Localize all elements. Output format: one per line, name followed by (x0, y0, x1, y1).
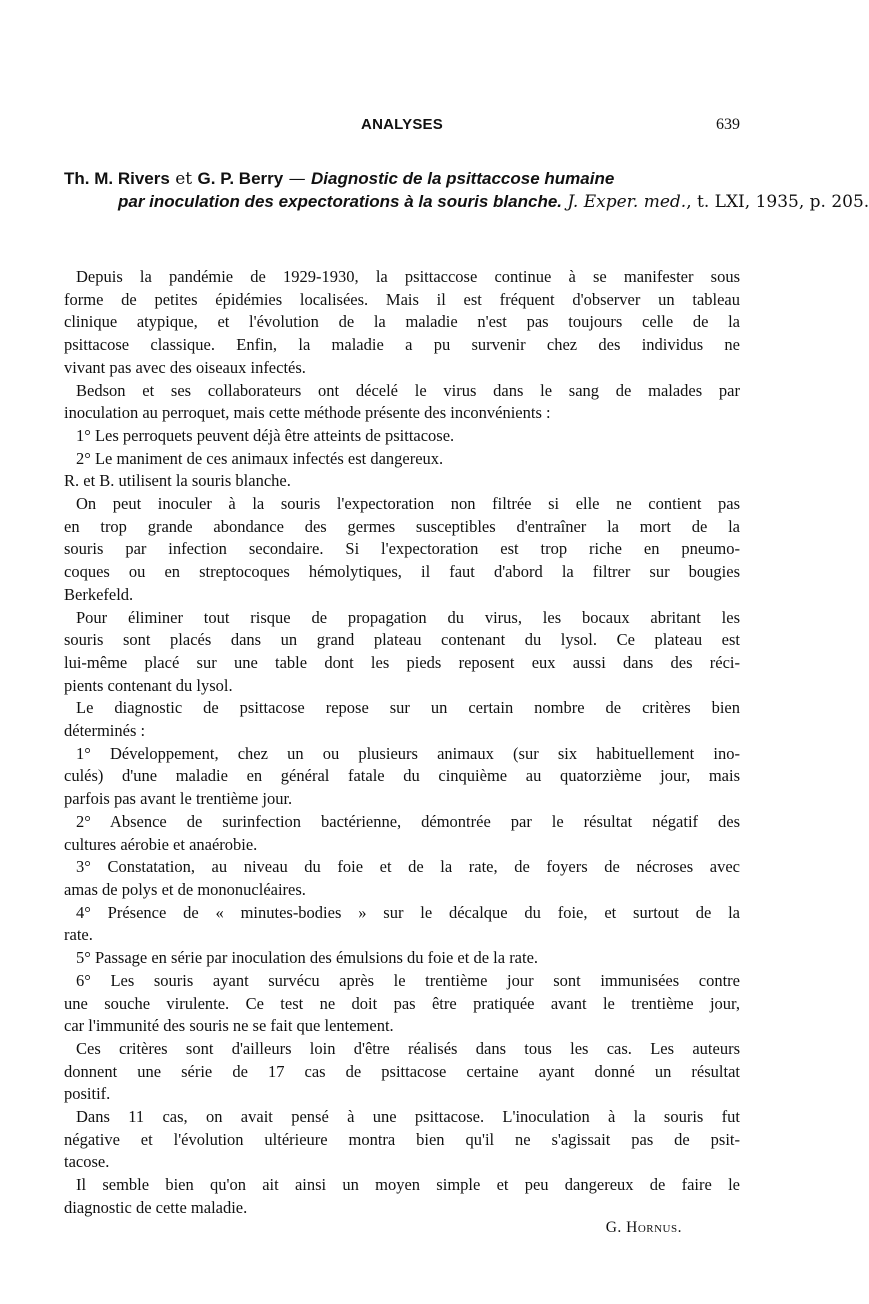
body-line: négative et l'évolution ultérieure montra bien qu'il ne s'agissait pas de psit- (64, 1129, 740, 1149)
citation (64, 168, 869, 213)
citation-dash: — (288, 169, 306, 189)
body-line: tacose. (64, 1152, 110, 1172)
body-line: positif. (64, 1084, 111, 1104)
body-line: souris par infection secondaire. Si l'expectoration est trop riche en pneumo- (64, 539, 740, 559)
body-line: 5° Passage en série par inoculation des émulsions du foie et de la rate. (76, 948, 539, 968)
author-2: G. P. Berry (197, 169, 284, 188)
article-title-part-1: Diagnostic de la psittaccose humaine (311, 169, 615, 188)
signature-name: Hornus. (626, 1219, 682, 1236)
body-line: coques ou en streptocoques hémolytiques, il faut d'abord la filtrer sur bougies (64, 562, 740, 582)
author-signature (606, 1219, 682, 1237)
body-line: car l'immunité des souris ne se fait que lentement. (64, 1016, 394, 1036)
body-line: 6° Les souris ayant survécu après le trentième jour sont immunisées contre (76, 970, 740, 990)
volume-info: , t. LXI, 1935, p. 205. (686, 191, 869, 212)
signature-initial: G. (605, 1219, 622, 1236)
body-line: déterminés : (64, 721, 146, 741)
body-line: 4° Présence de « minutes-bodies » sur le décalque du foie, et surtout de la (76, 902, 740, 922)
body-line: Berkefeld. (64, 584, 134, 604)
body-line: en trop grande abondance des germes susceptibles d'entraîner la mort de la (64, 516, 740, 536)
body-line: culés) d'une maladie en général fatale du cinquième au quatorzième jour, mais (64, 766, 740, 786)
body-line: Depuis la pandémie de 1929-1930, la psittaccose continue à se manifester sous (76, 267, 740, 286)
body-line: amas de polys et de mononucléaires. (64, 879, 306, 899)
body-line: psittacose classique. Enfin, la maladie a pu survenir chez des individus ne (64, 335, 740, 355)
body-line: 2° Absence de surinfection bactérienne, démontrée par le résultat négatif des (76, 811, 740, 831)
body-line: souris sont placés dans un grand plateau contenant du lysol. Ce plateau est (64, 630, 740, 650)
citation-line-2 (64, 191, 869, 214)
body-line: clinique atypique, et l'évolution de la maladie n'est pas toujours celle de la (64, 312, 740, 332)
author-conjunction: et (175, 169, 193, 189)
body-line: Ces critères sont d'ailleurs loin d'être réalisés dans tous les cas. Les auteurs (76, 1038, 740, 1058)
body-line: inoculation au perroquet, mais cette méthode présente des inconvénients : (64, 403, 551, 423)
body-line: 3° Constatation, au niveau du foie et de la rate, de foyers de nécroses avec (76, 857, 740, 877)
body-line: Dans 11 cas, on avait pensé à une psittacose. L'inoculation à la souris fut (76, 1107, 740, 1127)
body-line: 1° Développement, chez un ou plusieurs animaux (sur six habituellement ino- (76, 743, 740, 763)
body-line: Le diagnostic de psittacose repose sur un certain nombre de critères bien (76, 698, 740, 718)
author-1: Th. M. Rivers (64, 169, 170, 188)
body-line: Pour éliminer tout risque de propagation du virus, les bocaux abritant les (76, 607, 740, 627)
body-line: 1° Les perroquets peuvent déjà être atteints de psittacose. (76, 425, 455, 445)
body-line: rate. (64, 925, 93, 945)
body-line: cultures aérobie et anaérobie. (64, 834, 258, 854)
body-line: pients contenant du lysol. (64, 675, 233, 695)
body-line: parfois pas avant le trentième jour. (64, 789, 293, 809)
body-line: vivant pas avec des oiseaux infectés. (64, 357, 306, 377)
body-line: Il semble bien qu'on ait ainsi un moyen simple et peu dangereux de faire le (76, 1175, 740, 1195)
page-number: 639 (716, 116, 740, 133)
abstract-body (64, 266, 740, 1220)
body-line: On peut inoculer à la souris l'expectoration non filtrée si elle ne contient pas (76, 494, 740, 514)
running-title: ANALYSES (361, 116, 443, 133)
body-line: lui-même placé sur une table dont les pieds reposent eux aussi dans des réci- (64, 652, 740, 672)
body-line: Bedson et ses collaborateurs ont décelé le virus dans le sang de malades par (76, 380, 740, 400)
body-line: forme de petites épidémies localisées. Mais il est fréquent d'observer un tableau (64, 289, 740, 309)
article-title-part-2: par inoculation des expectorations à la souris blanche. (118, 191, 563, 211)
citation-line-1 (64, 168, 744, 191)
body-line: 2° Le maniment de ces animaux infectés est dangereux. (76, 448, 444, 468)
journal-name: J. Exper. med. (567, 191, 687, 212)
body-line: diagnostic de cette maladie. (64, 1197, 248, 1217)
page-header (64, 116, 740, 138)
body-line: donnent une série de 17 cas de psittacose certaine ayant donné un résultat (64, 1061, 740, 1081)
body-line: R. et B. utilisent la souris blanche. (64, 471, 291, 491)
body-line: une souche virulente. Ce test ne doit pas être pratiquée avant le trentième jour, (64, 993, 740, 1013)
